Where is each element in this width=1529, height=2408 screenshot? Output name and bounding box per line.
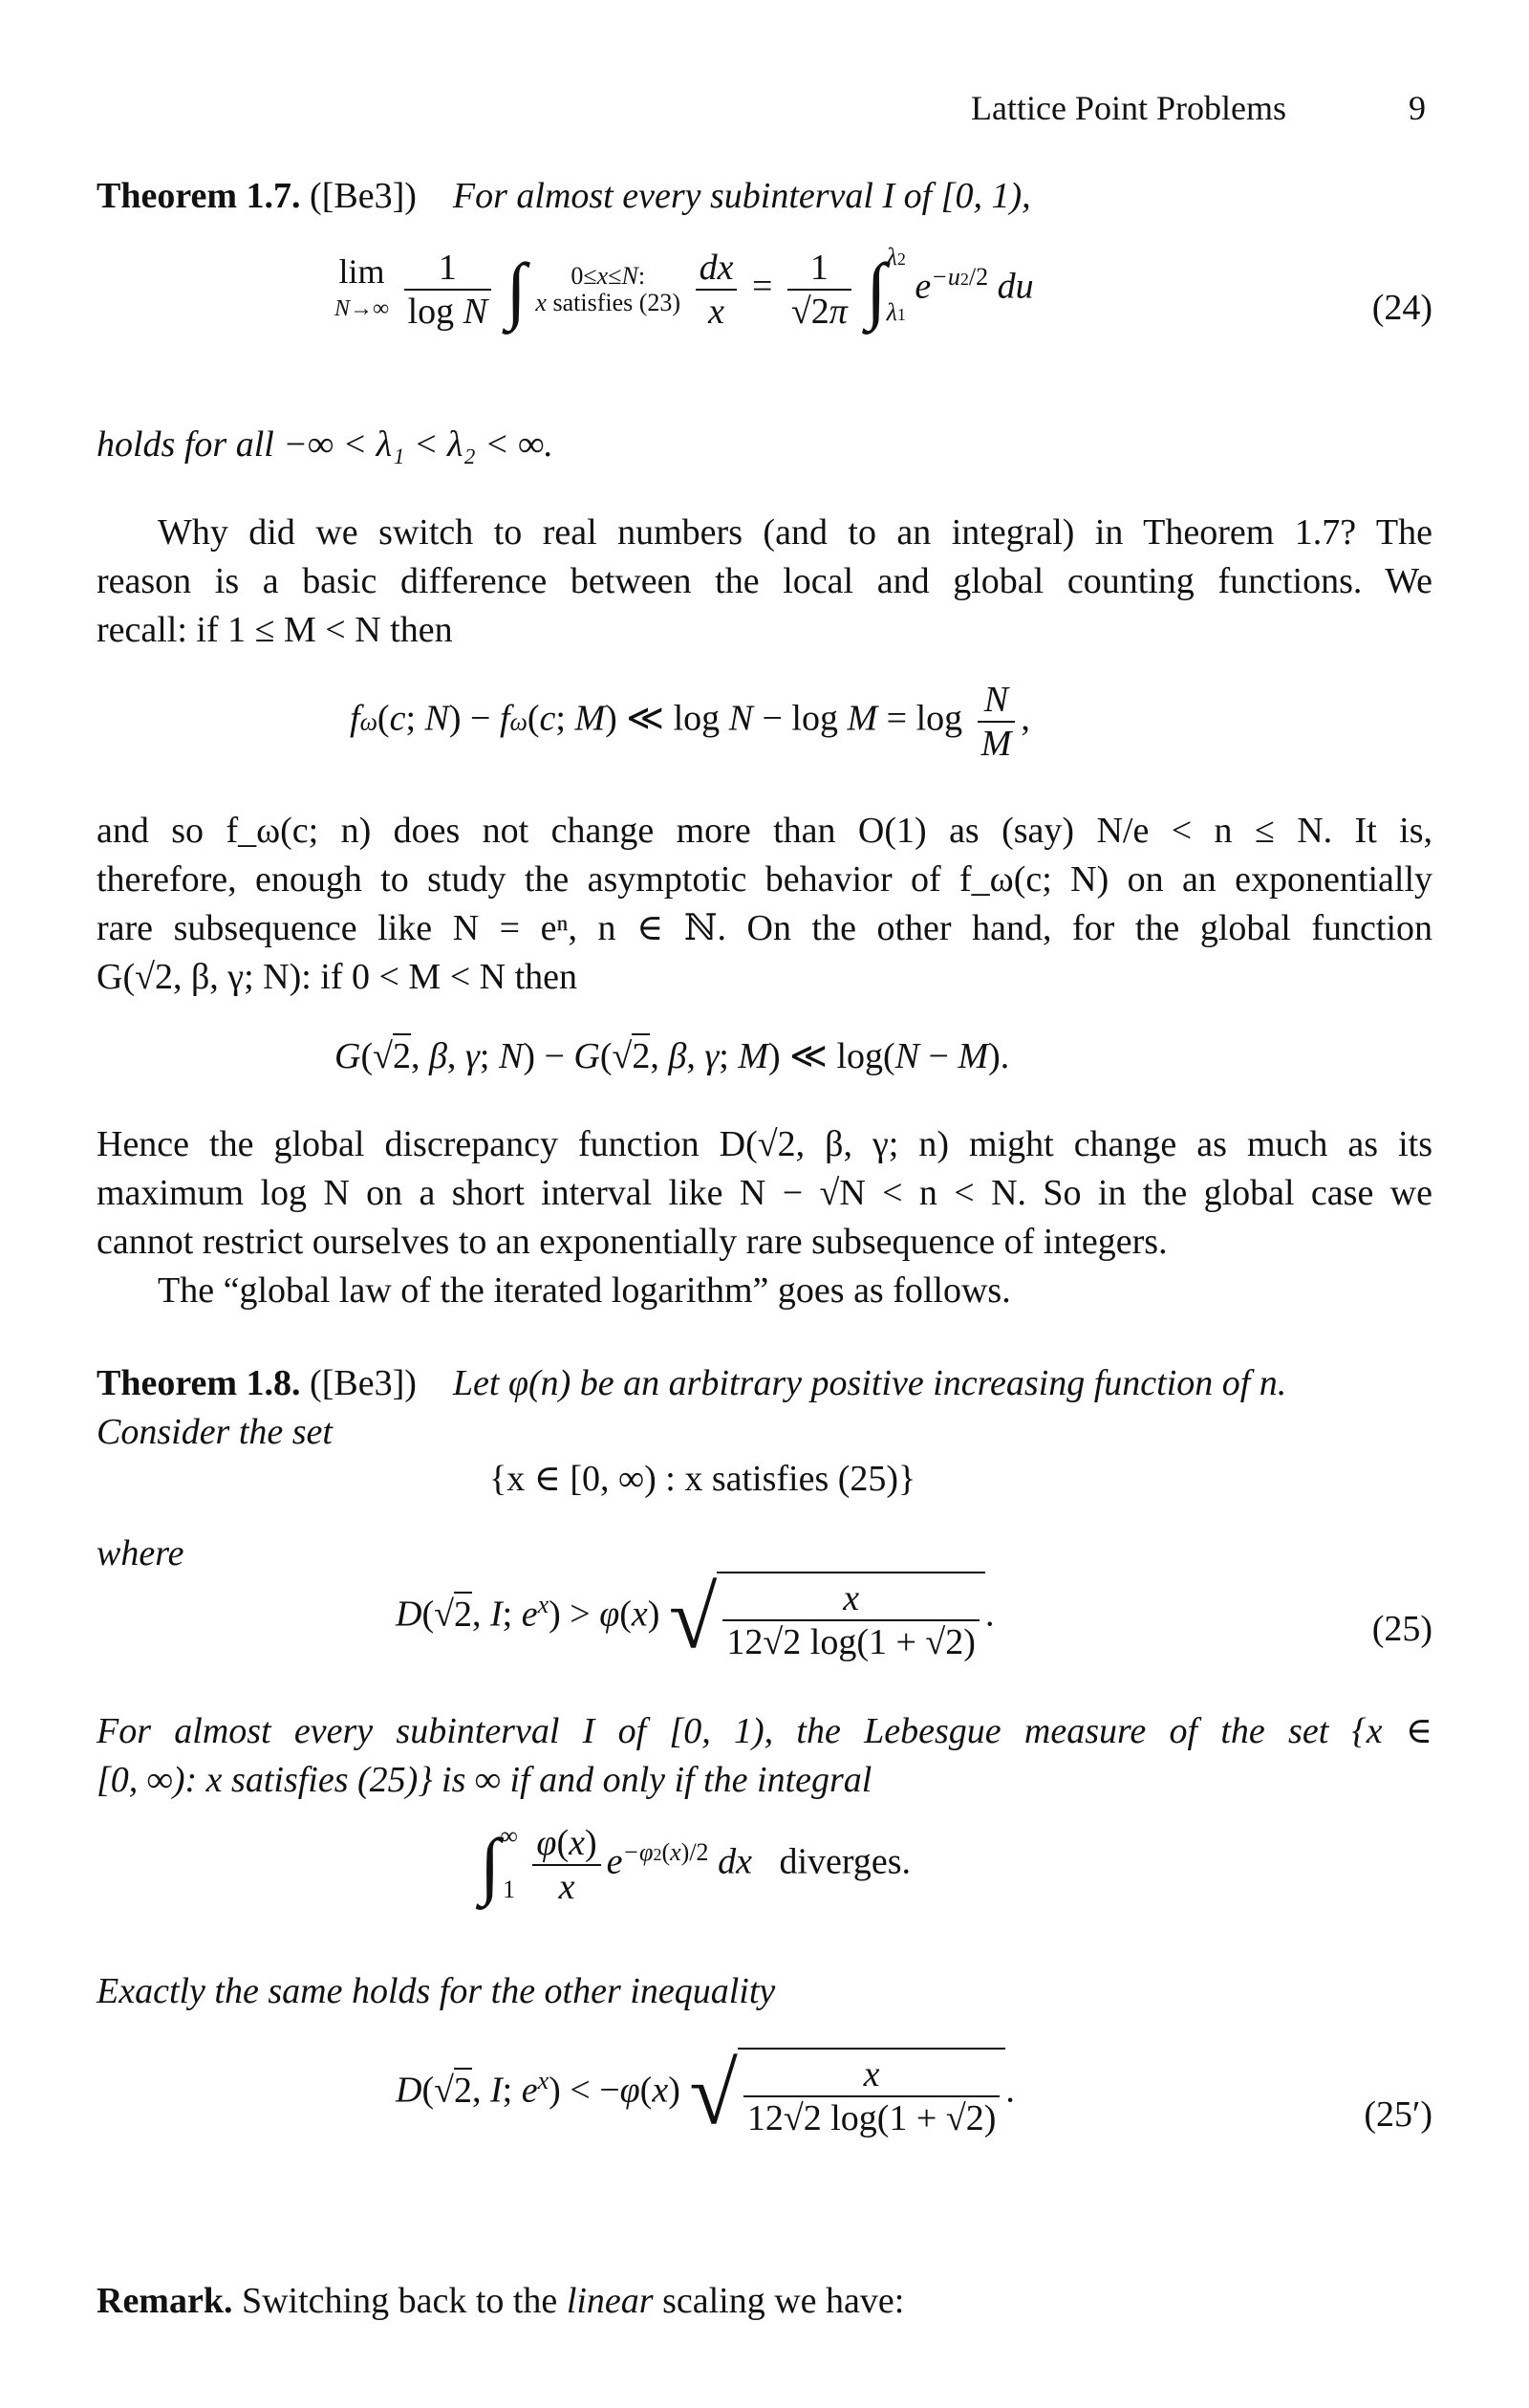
divergence-integral: ∫∞ 1 $\frac{\varphi(x)}{x}$ $e^{-\varphi 2(x)/2}$ dx diverges. — [480, 1822, 911, 1907]
theorem-1-7-label: Theorem 1.7. — [97, 176, 301, 216]
equation-25-prime: D(√2, I; $e^x) < -\varphi(x)$ √ $\frac{x}{12√2 \log(1 + √2)}$ . — [396, 2045, 1015, 2142]
equation-global-counting: G(√2, β, γ; N) − G(√2, β, γ; M) ≪ log(N − M). — [334, 1034, 1009, 1077]
theorem-1-8-label: Theorem 1.8. — [97, 1363, 301, 1403]
paragraph-1: Why did we switch to real numbers (and to an integral) in Theorem 1.7? The reason is a basic difference between the local and global counting functions. We recall: if 1 ≤ M < N then — [97, 512, 1432, 650]
equation-24: lim N→∞ $\frac{1}{\text{log N}}$ ∫ 0≤x≤N: x satisfies (23) $\frac{dx}{x}$ = $\frac{1}{√2\pi}$ ∫λ2 λ1 $e^{-u2/2}$ du — [334, 243, 1034, 332]
equation-local-counting: fω(c; N) − fω(c; M) ≪ log N − log M = log $\frac{N}{M}$ , — [350, 680, 1030, 764]
theorem-1-8-ref: ([Be3]) — [310, 1363, 417, 1403]
page-number: 9 — [1409, 89, 1426, 127]
eq-number-25: (25) — [1371, 1609, 1432, 1649]
equation-25: D(√2, I; $e^x) > \varphi(x)$ √ $\frac{x}{12√2 \log(1 + √2)}$ . — [396, 1569, 995, 1666]
remark-label: Remark. — [97, 2281, 233, 2321]
theorem-1-7-ref: ([Be3]) — [310, 176, 417, 216]
eq-number-24: (24) — [1371, 288, 1432, 328]
remark: Remark. Switching back to the linear scaling we have: — [97, 2281, 905, 2321]
eq-number-25-prime: (25′) — [1364, 2094, 1432, 2135]
theorem-1-7-statement: For almost every subinterval I of [0, 1), — [452, 176, 1031, 216]
where-label: where — [97, 1533, 184, 1573]
running-title: Lattice Point Problems — [971, 89, 1286, 127]
paragraph-3: Hence the global discrepancy function D(√2, β, γ; n) might change as much as its maximum log N on a short interval like N − √N < n < N. So in the global case we cannot restrict ourselves to an exponentially rare subsequence of integers. The “global law of the iterated logarithm” goes as follows. — [97, 1124, 1432, 1311]
same-holds: Exactly the same holds for the other inequality — [97, 1971, 776, 2011]
theorem-1-7-holds: holds for all −∞ < λ₁ < λ₂ < ∞. — [97, 424, 553, 465]
theorem-1-7-heading — [97, 172, 1432, 221]
paragraph-2: and so f_ω(c; n) does not change more than O(1) as (say) N/e < n ≤ N. It is, therefore, enough to study the asymptotic behavior of f_ω(c; N) on an exponentially rare subsequence like N = eⁿ, n ∈ ℕ. On the other hand, for the global function G(√2, β, γ; N): if 0 < M < N then — [97, 811, 1432, 997]
theorem-1-8-heading: Theorem 1.8. ([Be3]) Let φ(n) be an arbitrary positive increasing function of n. Consider the set — [97, 1363, 1287, 1452]
almost-every-statement: For almost every subinterval I of [0, 1), the Lebesgue measure of the set {x ∈ [0, ∞): x satisfies (25)} is ∞ if and only if the integral — [97, 1711, 1432, 1800]
set-definition: {x ∈ [0, ∞) : x satisfies (25)} — [489, 1459, 916, 1499]
